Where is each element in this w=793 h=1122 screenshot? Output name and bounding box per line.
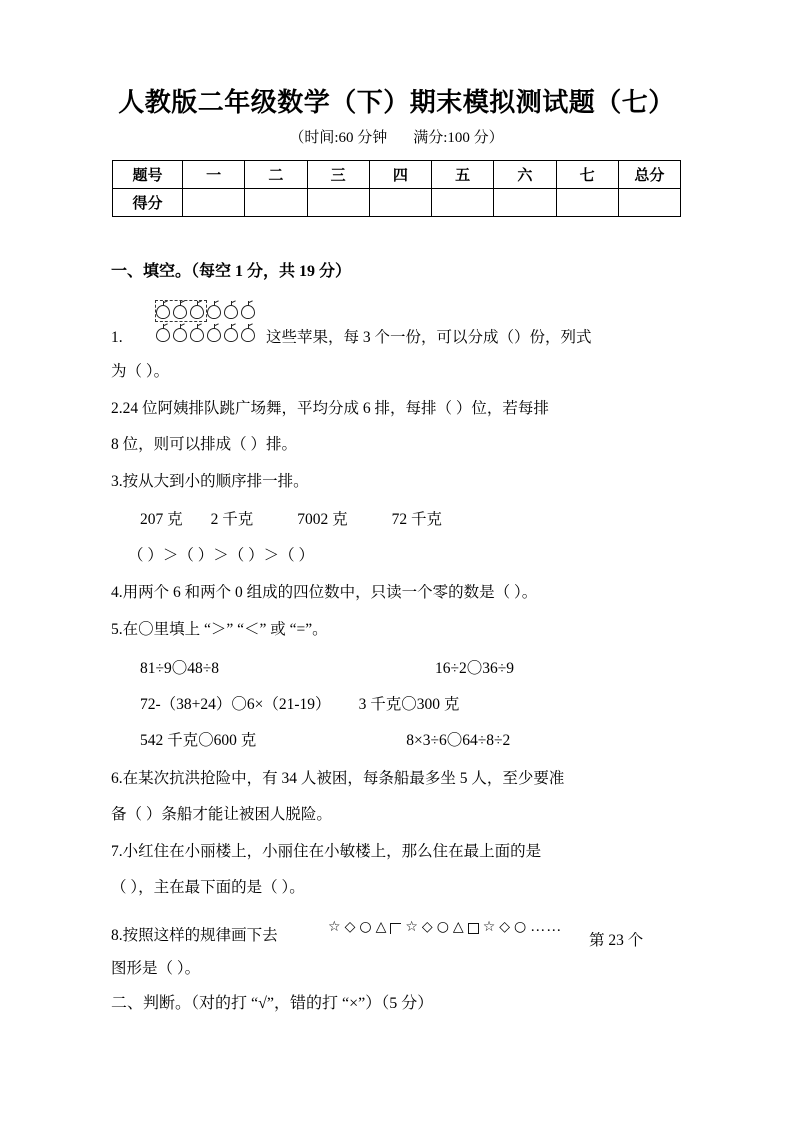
question-3-value-4: 72 千克 xyxy=(391,511,443,528)
apple-row-bottom xyxy=(155,323,261,345)
score-table xyxy=(112,160,681,217)
section-one-heading: 一、填空。（每空 1 分，共 19 分） xyxy=(111,263,352,280)
apple-icon xyxy=(206,300,223,321)
diamond-icon: ◇ xyxy=(499,919,511,935)
apple-icon xyxy=(189,323,206,344)
question-7-line2: （ ），主在最下面的是（ ）。 xyxy=(111,879,305,896)
question-2-line1: 2.24 位阿姨排队跳广场舞，平均分成 6 排，每排（ ）位，若每排 xyxy=(111,400,549,417)
score-table-header-1: 一 xyxy=(183,161,245,189)
score-cell-4[interactable] xyxy=(369,189,431,217)
circle-icon: ○ xyxy=(514,919,527,935)
apple-icon xyxy=(240,300,257,321)
question-5-expr-left-2[interactable]: 72-（38+24）〇6×（21-19） xyxy=(140,696,331,713)
apple-icon xyxy=(223,323,240,344)
table-row-scores xyxy=(113,189,681,217)
square-open-icon xyxy=(390,923,401,934)
star-icon: ☆ xyxy=(405,919,418,935)
apple-icon xyxy=(206,323,223,344)
exam-meta xyxy=(0,126,793,147)
question-3-values xyxy=(140,512,442,528)
question-4-text: 4.用两个 6 和两个 0 组成的四位数中，只读一个零的数是（ ）。 xyxy=(111,584,538,601)
ellipsis: …… xyxy=(530,918,563,935)
question-6-line2: 备（ ）条船才能让被困人脱险。 xyxy=(111,806,332,823)
score-table-header-total: 总分 xyxy=(618,161,680,189)
circle-icon: ○ xyxy=(359,919,372,935)
score-table-row-label-question: 题号 xyxy=(113,161,183,189)
circle-icon: ○ xyxy=(436,919,449,935)
question-3-value-3: 7002 克 xyxy=(297,511,348,528)
question-8-line2: 图形是（ ）。 xyxy=(111,960,201,977)
score-cell-5[interactable] xyxy=(432,189,494,217)
star-icon: ☆ xyxy=(482,919,496,935)
question-5-row-3 xyxy=(140,733,510,749)
question-6-line1: 6.在某次抗洪抢险中，有 34 人被困，每条船最多坐 5 人，至少要准 xyxy=(111,770,565,787)
score-cell-6[interactable] xyxy=(494,189,556,217)
question-5-expr-left-1[interactable]: 81÷9〇48÷8 xyxy=(140,660,220,677)
apple-icon xyxy=(172,323,189,344)
apple-icon xyxy=(223,300,240,321)
question-1-line1: 这些苹果，每 3 个一份，可以分成（）份，列式 xyxy=(266,329,592,346)
page-title: 人教版二年级数学（下）期末模拟测试题（七） xyxy=(118,88,675,117)
star-icon: ☆ xyxy=(328,919,341,935)
score-table-header-3: 三 xyxy=(307,161,369,189)
diamond-icon: ◇ xyxy=(344,919,356,935)
question-3-value-1: 207 克 xyxy=(140,511,183,528)
table-row-header xyxy=(113,161,681,189)
question-5-expr-right-1[interactable]: 16÷2〇36÷9 xyxy=(435,660,515,677)
diamond-icon: ◇ xyxy=(421,919,433,935)
shape-pattern-sequence xyxy=(328,916,562,938)
question-3-value-2: 2 千克 xyxy=(210,511,254,528)
question-5-expr-right-3[interactable]: 8×3÷6〇64÷8÷2 xyxy=(406,732,511,749)
apple-row-top xyxy=(155,300,261,322)
question-1-line2: 为（ ）。 xyxy=(111,363,170,380)
triangle-icon: △ xyxy=(375,919,387,935)
section-two-heading: 二、判断。（对的打 “√”，错的打 “×”）（5 分） xyxy=(111,995,434,1012)
apple-group-figure xyxy=(155,299,261,347)
question-8-line1: 8.按照这样的规律画下去 xyxy=(111,927,278,944)
score-cell-total[interactable] xyxy=(618,189,680,217)
question-5-row-1 xyxy=(140,661,514,677)
exam-time: （时间:60 分钟 xyxy=(289,130,388,146)
score-table-header-4: 四 xyxy=(369,161,431,189)
score-table-header-7: 七 xyxy=(556,161,618,189)
apple-group-dashed-box xyxy=(155,300,207,322)
question-1-number: 1. xyxy=(111,329,123,346)
question-3-answer-line[interactable]: （ ）＞（ ）＞（ ）＞（ ） xyxy=(128,547,315,564)
question-8-tail: 第 23 个 xyxy=(589,932,644,949)
score-cell-3[interactable] xyxy=(307,189,369,217)
question-5-expr-right-2[interactable]: 3 千克〇300 克 xyxy=(358,696,460,713)
apple-icon xyxy=(155,323,172,344)
question-3-prompt: 3.按从大到小的顺序排一排。 xyxy=(111,473,309,490)
question-5-row-2 xyxy=(140,697,459,713)
question-2-line2: 8 位，则可以排成（ ）排。 xyxy=(111,436,298,453)
question-7-line1: 7.小红住在小丽楼上，小丽住在小敏楼上，那么住在最上面的是 xyxy=(111,843,542,860)
score-cell-2[interactable] xyxy=(245,189,307,217)
apple-icon xyxy=(240,323,257,344)
score-table-header-6: 六 xyxy=(494,161,556,189)
score-table-header-5: 五 xyxy=(432,161,494,189)
question-5-expr-left-3[interactable]: 542 千克〇600 克 xyxy=(140,732,257,749)
score-cell-7[interactable] xyxy=(556,189,618,217)
score-table-row-label-score: 得分 xyxy=(113,189,183,217)
score-table-header-2: 二 xyxy=(245,161,307,189)
exam-total-score: 满分:100 分） xyxy=(413,130,504,146)
square-icon xyxy=(468,923,479,934)
triangle-icon: △ xyxy=(452,919,464,935)
question-5-prompt: 5.在〇里填上 “＞” “＜” 或 “=”。 xyxy=(111,621,328,638)
score-cell-1[interactable] xyxy=(183,189,245,217)
